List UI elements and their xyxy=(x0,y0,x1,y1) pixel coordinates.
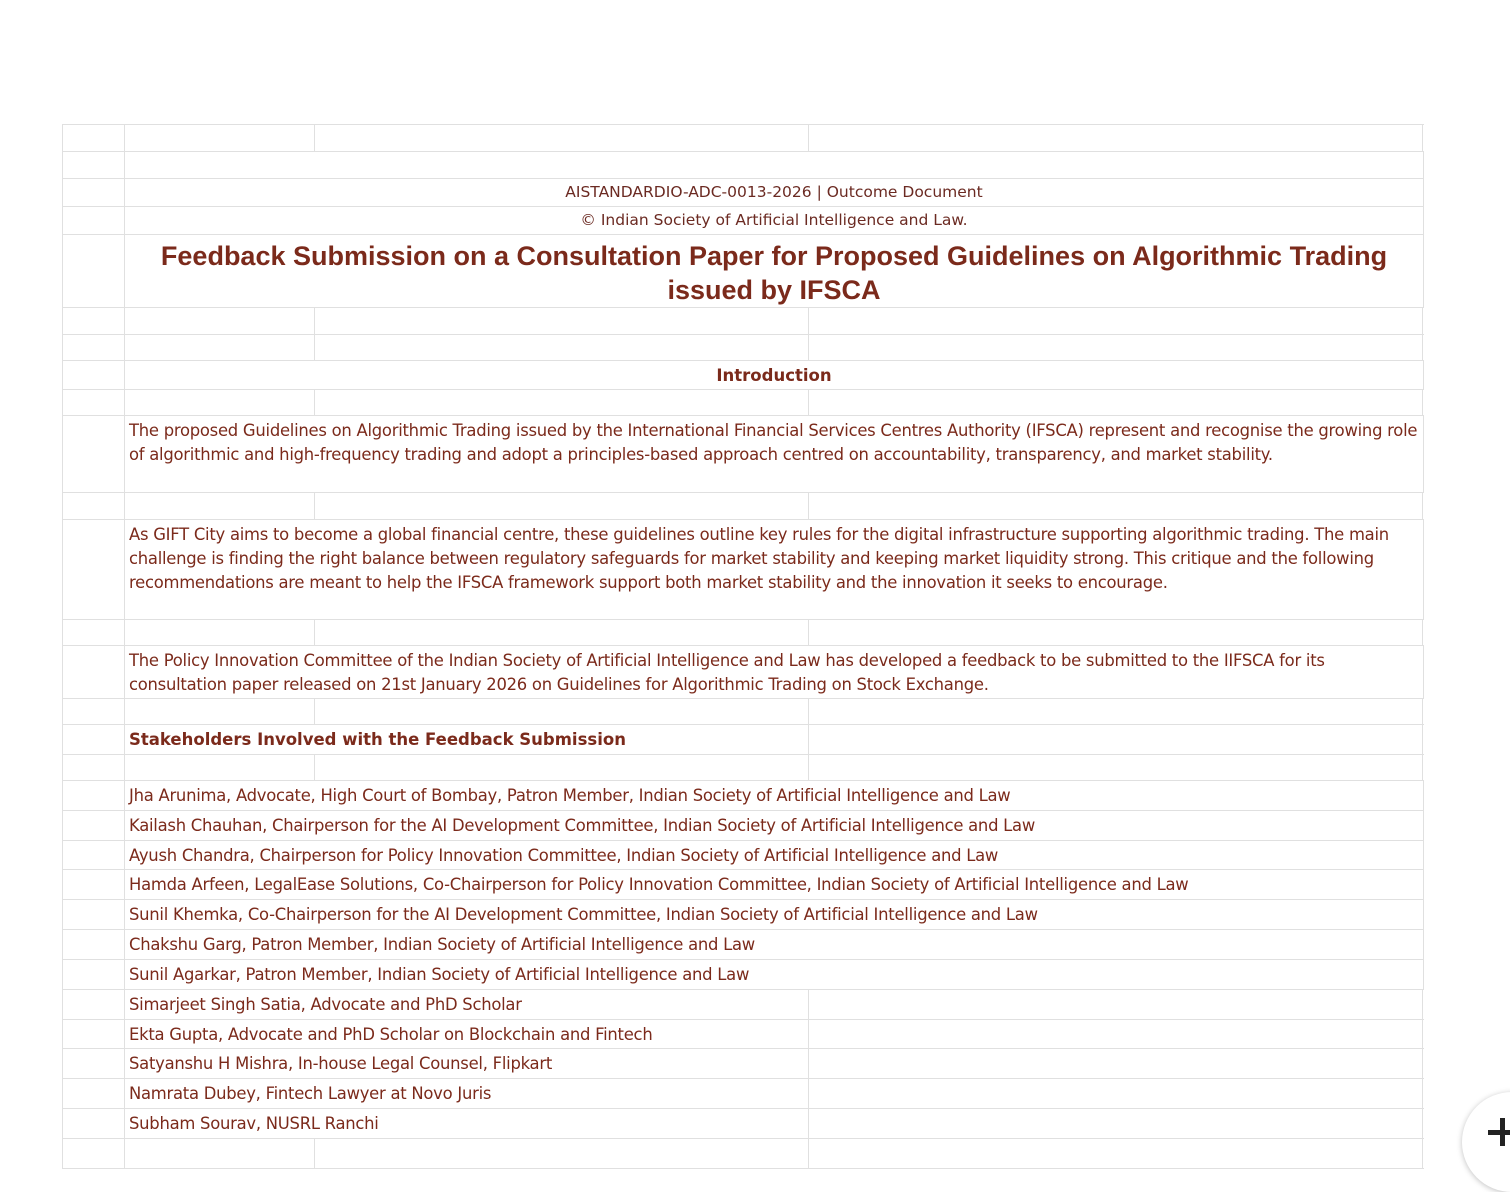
row-header-cell[interactable] xyxy=(63,1049,125,1078)
cell[interactable] xyxy=(315,125,809,151)
grid-row xyxy=(63,416,1424,493)
stakeholder-item[interactable]: Ayush Chandra, Chairperson for Policy Innovation Committee, Indian Society of Artificial Intelligence and Law xyxy=(125,841,1424,869)
row-header-cell[interactable] xyxy=(63,811,125,840)
row-header-cell[interactable] xyxy=(63,390,125,415)
stakeholder-item[interactable]: Namrata Dubey, Fintech Lawyer at Novo Juris xyxy=(125,1079,809,1108)
row-header-cell[interactable] xyxy=(63,900,125,929)
grid-row xyxy=(63,620,1424,646)
grid-row xyxy=(63,152,1424,179)
cell[interactable] xyxy=(809,493,1423,519)
row-header-cell[interactable] xyxy=(63,308,125,334)
stakeholder-row xyxy=(63,811,1424,841)
row-header-cell[interactable] xyxy=(63,1109,125,1138)
row-header-cell[interactable] xyxy=(63,960,125,989)
cell[interactable] xyxy=(125,755,315,780)
grid-row xyxy=(63,361,1424,390)
stakeholder-item[interactable]: Ekta Gupta, Advocate and PhD Scholar on Blockchain and Fintech xyxy=(125,1020,809,1048)
cell[interactable] xyxy=(315,390,809,415)
spreadsheet-grid xyxy=(62,124,1424,1169)
stakeholder-row xyxy=(63,1079,1424,1109)
cell[interactable] xyxy=(125,335,315,360)
row-header-cell[interactable] xyxy=(63,725,125,754)
cell[interactable] xyxy=(125,620,315,645)
cell[interactable] xyxy=(809,1079,1423,1108)
cell[interactable] xyxy=(125,390,315,415)
stakeholders-heading[interactable]: Stakeholders Involved with the Feedback Submission xyxy=(125,725,809,754)
cell[interactable] xyxy=(809,755,1423,780)
cell[interactable] xyxy=(125,125,315,151)
document-title[interactable]: Feedback Submission on a Consultation Paper for Proposed Guidelines on Algorithmic Trading issued by IFSCA xyxy=(125,235,1424,307)
row-header-cell[interactable] xyxy=(63,755,125,780)
row-header-cell[interactable] xyxy=(63,361,125,389)
cell[interactable] xyxy=(315,755,809,780)
grid-row xyxy=(63,699,1424,725)
row-header-cell[interactable] xyxy=(63,781,125,810)
stakeholder-item[interactable]: Satyanshu H Mishra, In-house Legal Counsel, Flipkart xyxy=(125,1049,809,1078)
row-header-cell[interactable] xyxy=(63,930,125,959)
cell[interactable] xyxy=(809,699,1423,724)
grid-row xyxy=(63,235,1424,308)
cell[interactable] xyxy=(315,699,809,724)
cell[interactable] xyxy=(809,1139,1423,1168)
doc-id-cell[interactable]: AISTANDARDIO-ADC-0013-2026 | Outcome Document xyxy=(125,179,1424,206)
row-header-cell[interactable] xyxy=(63,1020,125,1048)
cell[interactable] xyxy=(809,725,1423,754)
cell[interactable] xyxy=(125,493,315,519)
grid-row xyxy=(63,390,1424,416)
intro-paragraph-2[interactable]: As GIFT City aims to become a global financial centre, these guidelines outline key rules for the digital infrastructure supporting algorithmic trading. The main challenge is finding the right balance between regulatory safeguards for market stability and keeping market liquidity strong. This critique and the following recommendations are meant to help the IFSCA framework support both market stability and the innovation it seeks to encourage. xyxy=(125,520,1424,619)
cell[interactable] xyxy=(809,990,1423,1019)
stakeholder-item[interactable]: Simarjeet Singh Satia, Advocate and PhD Scholar xyxy=(125,990,809,1019)
cell[interactable] xyxy=(809,1020,1423,1048)
stakeholder-row xyxy=(63,841,1424,870)
cell[interactable] xyxy=(315,308,809,334)
copyright-cell[interactable]: © Indian Society of Artificial Intelligence and Law. xyxy=(125,207,1424,234)
row-header-cell[interactable] xyxy=(63,335,125,360)
intro-paragraph-3[interactable]: The Policy Innovation Committee of the Indian Society of Artificial Intelligence and Law has developed a feedback to be submitted to the IIFSCA for its consultation paper released on 21st January 2026 on Guidelines for Algorithmic Trading on Stock Exchange. xyxy=(125,646,1424,698)
introduction-heading[interactable]: Introduction xyxy=(125,361,1424,389)
cell[interactable] xyxy=(809,308,1423,334)
stakeholder-item[interactable]: Kailash Chauhan, Chairperson for the AI Development Committee, Indian Society of Artificial Intelligence and Law xyxy=(125,811,1424,840)
cell[interactable] xyxy=(809,390,1423,415)
cell[interactable] xyxy=(809,335,1423,360)
row-header-cell[interactable] xyxy=(63,179,125,206)
cell[interactable] xyxy=(315,335,809,360)
stakeholder-row xyxy=(63,1049,1424,1079)
cell[interactable] xyxy=(125,152,1424,178)
cell[interactable] xyxy=(809,620,1423,645)
grid-row xyxy=(63,179,1424,207)
grid-row xyxy=(63,520,1424,620)
stakeholder-row xyxy=(63,1109,1424,1139)
stakeholder-row xyxy=(63,1020,1424,1049)
cell[interactable] xyxy=(315,620,809,645)
stakeholder-row xyxy=(63,930,1424,960)
grid-row xyxy=(63,493,1424,520)
cell[interactable] xyxy=(809,1049,1423,1078)
row-header-cell[interactable] xyxy=(63,990,125,1019)
stakeholder-row xyxy=(63,960,1424,990)
add-button[interactable] xyxy=(1462,1092,1510,1192)
stakeholder-item[interactable]: Sunil Agarkar, Patron Member, Indian Society of Artificial Intelligence and Law xyxy=(125,960,1424,989)
cell[interactable] xyxy=(315,1139,809,1168)
row-header-cell[interactable] xyxy=(63,235,125,307)
stakeholder-item[interactable]: Hamda Arfeen, LegalEase Solutions, Co-Chairperson for Policy Innovation Committee, Indian Society of Artificial Intelligence and Law xyxy=(125,870,1424,899)
grid-row xyxy=(63,335,1424,361)
stakeholder-item[interactable]: Jha Arunima, Advocate, High Court of Bombay, Patron Member, Indian Society of Artificial Intelligence and Law xyxy=(125,781,1424,810)
row-header-cell[interactable] xyxy=(63,841,125,869)
row-header-cell[interactable] xyxy=(63,416,125,492)
cell[interactable] xyxy=(809,1109,1423,1138)
stakeholder-row xyxy=(63,990,1424,1020)
stakeholder-item[interactable]: Sunil Khemka, Co-Chairperson for the AI Development Committee, Indian Society of Artificial Intelligence and Law xyxy=(125,900,1424,929)
cell[interactable] xyxy=(125,308,315,334)
cell[interactable] xyxy=(125,699,315,724)
row-header-cell[interactable] xyxy=(63,870,125,899)
row-header-cell[interactable] xyxy=(63,699,125,724)
grid-row xyxy=(63,725,1424,755)
stakeholder-row xyxy=(63,900,1424,930)
row-header-cell[interactable] xyxy=(63,620,125,645)
intro-paragraph-1[interactable]: The proposed Guidelines on Algorithmic Trading issued by the International Financial Services Centres Authority (IFSCA) represent and recognise the growing role of algorithmic and high-frequency trading and adopt a principles-based approach centred on accountability, transparency, and market stability. xyxy=(125,416,1424,492)
stakeholder-row xyxy=(63,870,1424,900)
grid-row xyxy=(63,207,1424,235)
stakeholder-row xyxy=(63,781,1424,811)
row-header-cell[interactable] xyxy=(63,152,125,178)
row-header-cell[interactable] xyxy=(63,520,125,619)
stakeholder-item[interactable]: Chakshu Garg, Patron Member, Indian Society of Artificial Intelligence and Law xyxy=(125,930,1424,959)
row-header-cell[interactable] xyxy=(63,493,125,519)
grid-row xyxy=(63,1139,1424,1169)
grid-row xyxy=(63,308,1424,335)
grid-row xyxy=(63,755,1424,781)
row-header-cell[interactable] xyxy=(63,646,125,698)
cell[interactable] xyxy=(125,1139,315,1168)
grid-row xyxy=(63,125,1424,152)
stakeholder-item[interactable]: Subham Sourav, NUSRL Ranchi xyxy=(125,1109,809,1138)
plus-icon xyxy=(1488,1118,1510,1146)
row-header-cell[interactable] xyxy=(63,1139,125,1168)
grid-row xyxy=(63,646,1424,699)
row-header-cell[interactable] xyxy=(63,125,125,151)
row-header-cell[interactable] xyxy=(63,1079,125,1108)
cell[interactable] xyxy=(809,125,1423,151)
row-header-cell[interactable] xyxy=(63,207,125,234)
cell[interactable] xyxy=(315,493,809,519)
